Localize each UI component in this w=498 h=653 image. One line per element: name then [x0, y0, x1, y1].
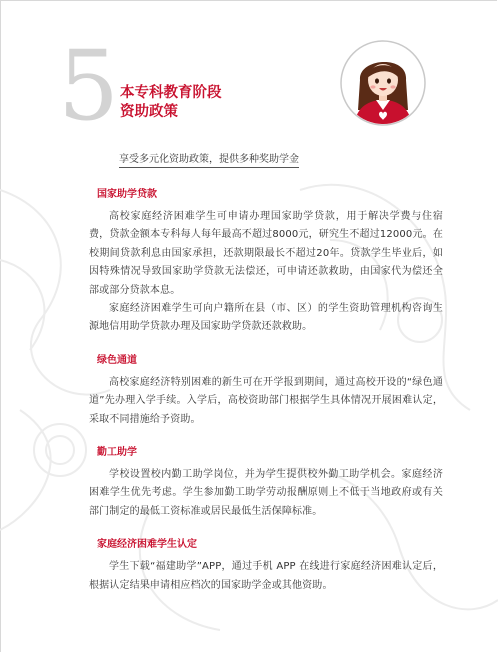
section-heading: 家庭经济困难学生认定 — [97, 539, 197, 551]
policy-content — [89, 188, 443, 612]
section-paragraph: 学校设置校内勤工助学岗位，并为学生提供校外勤工助学机会。家庭经济困难学生优先考虑。学生参加勤工助学劳动报酬原则上不低于当地政府或有关部门制定的最低工资标准或居民最低生活保障标准。 — [89, 469, 443, 517]
section-paragraph: 高校家庭经济特别困难的新生可在开学报到期间，通过高校开设的“绿色通道”先办理入学手续。入学后，高校资助部门根据学生具体情况开展困难认定，采取不同措施给予资助。 — [89, 376, 443, 425]
section-heading: 勤工助学 — [97, 447, 137, 459]
section-green-channel — [89, 354, 443, 429]
section-heading: 国家助学贷款 — [97, 189, 157, 200]
chapter-number: 5 — [58, 30, 120, 142]
chapter-title — [120, 84, 290, 122]
section-paragraph: 家庭经济困难学生可向户籍所在县（市、区）的学生资助管理机构咨询生源地信用助学贷款办理及国家助学贷款还款救助。 — [89, 303, 443, 333]
section-national-student-loan — [89, 188, 443, 337]
section-heading: 绿色通道 — [97, 354, 137, 366]
chapter-title-line1: 本专科教育阶段 — [120, 85, 222, 101]
section-paragraph: 高校家庭经济困难学生可申请办理国家助学贷款，用于解决学费与住宿费，贷款金额本专科每人每年最高不超过8000元，研究生不超过12000元。在校期间贷款利息由国家承担，还款期限最长不超过20年。贷款学生毕业后，如因特殊情况导致国家助学贷款无法偿还，可申请还款救助，由国家代为偿还全部或部分贷款本息。 — [89, 211, 443, 296]
section-paragraph: 学生下载“福建助学”APP，通过手机 APP 在线进行家庭经济困难认定后，根据认定结果申请相应档次的国家助学金或其他资助。 — [89, 561, 443, 591]
section-financial-hardship-certification — [89, 538, 443, 595]
section-work-study — [89, 446, 443, 521]
chapter-title-line2: 资助政策 — [120, 104, 178, 120]
student-avatar-icon — [340, 40, 426, 126]
section-subtitle: 享受多元化资助政策，提供多种奖助学金 — [119, 150, 299, 168]
